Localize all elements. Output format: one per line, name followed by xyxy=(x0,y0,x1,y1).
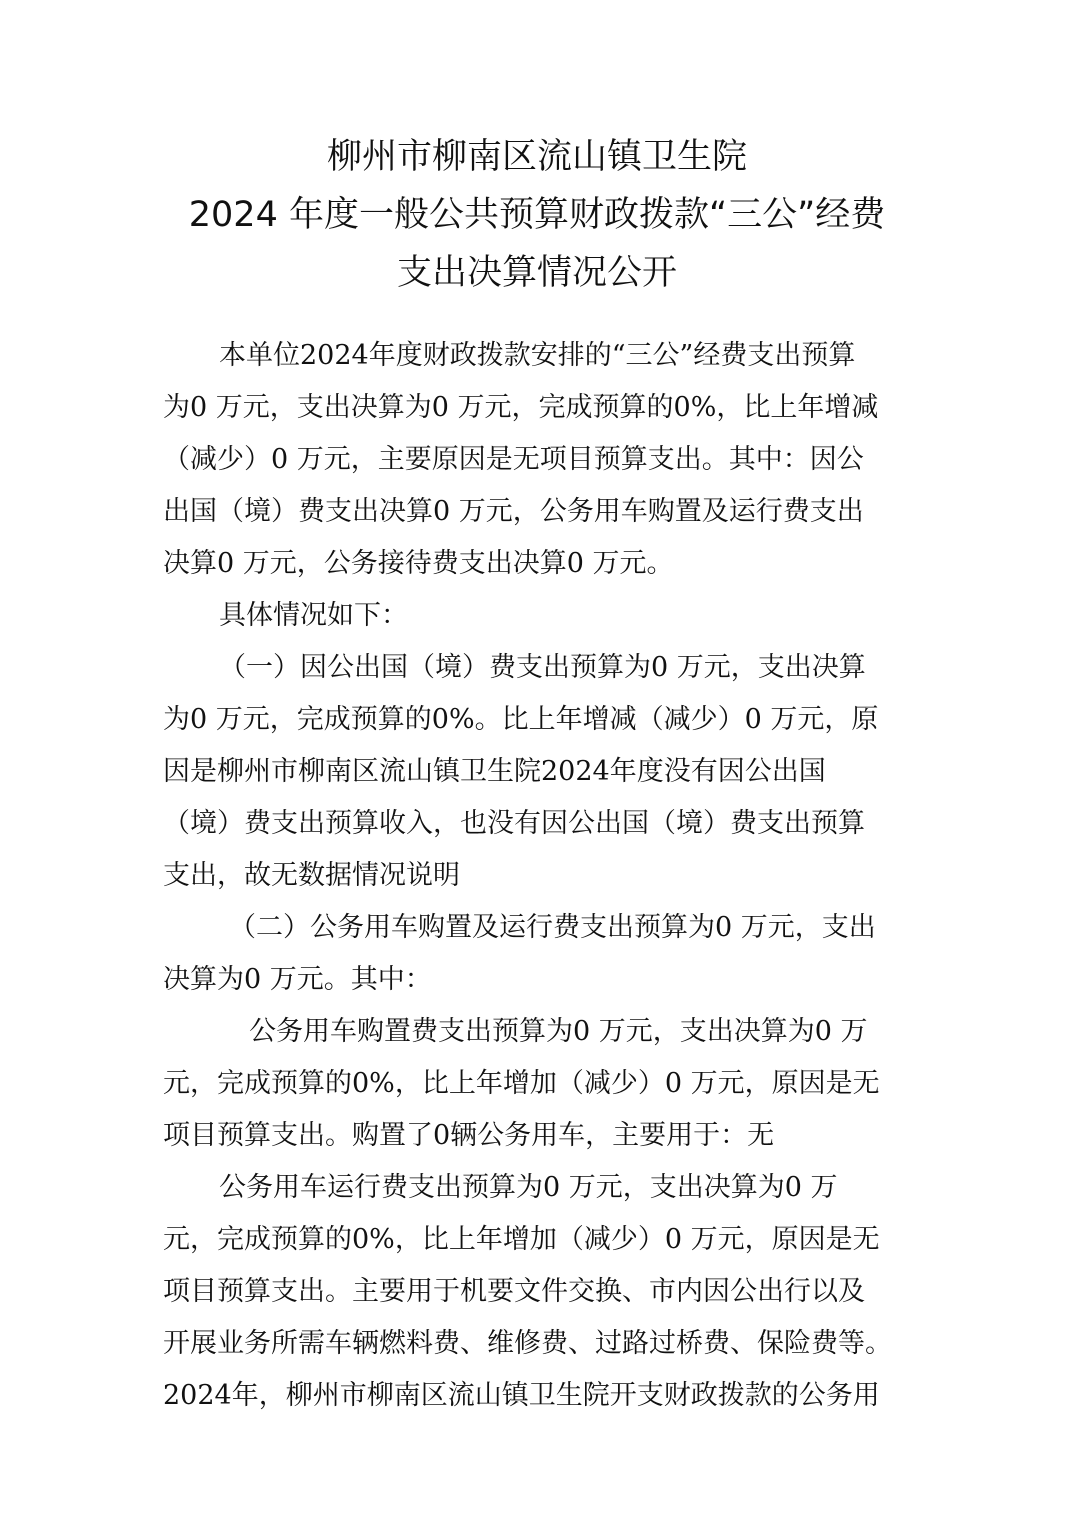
body-line: 出国（境）费支出决算0 万元，公务用车购置及运行费支出 xyxy=(163,496,864,527)
title-line-2: 2024 年度一般公共预算财政拨款“三公”经费 xyxy=(188,195,886,235)
body-line: 本单位2024年度财政拨款安排的“三公”经费支出预算 xyxy=(219,340,856,371)
body-line: （一）因公出国（境）费支出预算为0 万元，支出决算 xyxy=(219,652,866,683)
body-line: 项目预算支出。购置了0辆公务用车，主要用于：无 xyxy=(163,1120,775,1151)
body-line: （二）公务用车购置及运行费支出预算为0 万元，支出 xyxy=(229,912,876,943)
body-line: 元，完成预算的0%，比上年增加（减少）0 万元，原因是无 xyxy=(163,1224,880,1255)
body-line: 2024年，柳州市柳南区流山镇卫生院开支财政拨款的公务用 xyxy=(163,1380,880,1411)
body-line: 为0 万元，支出决算为0 万元，完成预算的0%，比上年增减 xyxy=(163,392,879,423)
title-line-3: 支出决算情况公开 xyxy=(396,253,677,293)
body-line: 支出，故无数据情况说明 xyxy=(163,860,460,891)
body-line: 开展业务所需车辆燃料费、维修费、过路过桥费、保险费等。 xyxy=(163,1328,892,1359)
body-line: 决算0 万元，公务接待费支出决算0 万元。 xyxy=(163,548,674,579)
body-line: 因是柳州市柳南区流山镇卫生院2024年度没有因公出国 xyxy=(163,756,826,787)
body-line: 公务用车运行费支出预算为0 万元，支出决算为0 万 xyxy=(219,1172,838,1203)
body-line: 决算为0 万元。其中： xyxy=(163,964,432,995)
body-line: 项目预算支出。主要用于机要文件交换、市内因公出行以及 xyxy=(163,1276,865,1307)
body-line: 具体情况如下： xyxy=(219,600,408,631)
document-body xyxy=(163,330,911,1422)
document-title xyxy=(0,128,1074,302)
body-line: 为0 万元，完成预算的0%。比上年增减（减少）0 万元，原 xyxy=(163,704,879,735)
body-line: （减少）0 万元，主要原因是无项目预算支出。其中：因公 xyxy=(163,444,864,475)
body-line: 公务用车购置费支出预算为0 万元，支出决算为0 万 xyxy=(249,1016,868,1047)
body-line: 元，完成预算的0%，比上年增加（减少）0 万元，原因是无 xyxy=(163,1068,880,1099)
title-line-1: 柳州市柳南区流山镇卫生院 xyxy=(326,137,747,177)
body-line: （境）费支出预算收入，也没有因公出国（境）费支出预算 xyxy=(163,808,865,839)
